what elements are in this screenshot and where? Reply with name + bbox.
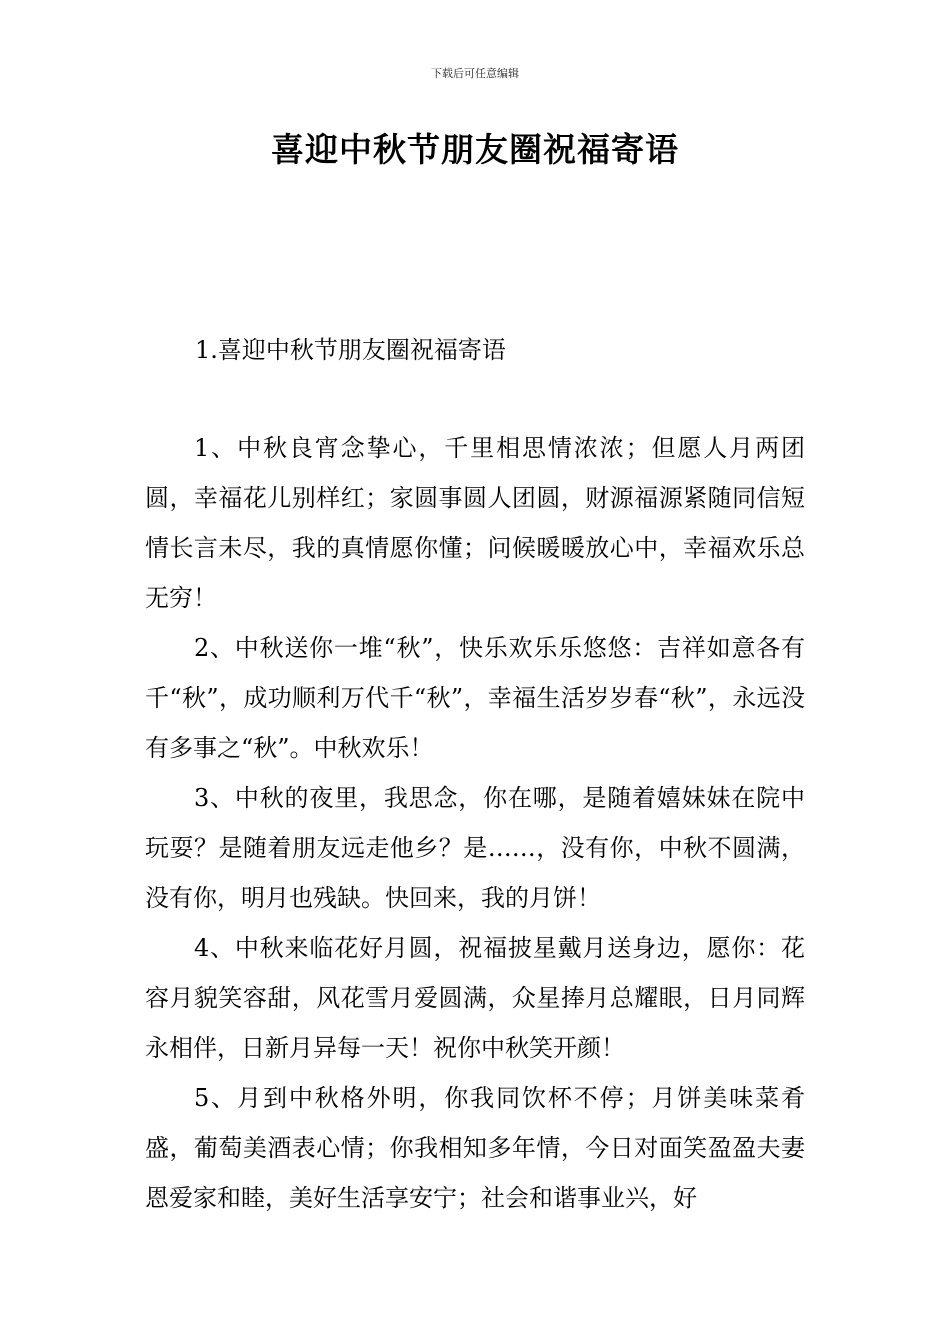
header-note: 下载后可任意编辑	[431, 67, 519, 80]
document-body	[145, 423, 805, 1223]
paragraph-5: 5、月到中秋格外明，你我同饮杯不停；月饼美味菜肴盛，葡萄美酒表心情；你我相知多年情，今日对面笑盈盈夫妻恩爱家和睦，美好生活享安宁；社会和谐事业兴，好	[145, 1084, 805, 1212]
document-title: 喜迎中秋节朋友圈祝福寄语	[271, 130, 679, 169]
paragraph-4: 4、中秋来临花好月圆，祝福披星戴月送身边，愿你：花容月貌笑容甜，风花雪月爱圆满，众星捧月总耀眼，日月同辉永相伴，日新月异每一天！祝你中秋笑开颜！	[145, 934, 805, 1062]
paragraph-3: 3、中秋的夜里，我思念，你在哪，是随着嬉妹妹在院中玩耍？是随着朋友远走他乡？是……，没有你，中秋不圆满，没有你，明月也残缺。快回来，我的月饼！	[145, 784, 805, 912]
paragraph-2: 2、中秋送你一堆“秋”，快乐欢乐乐悠悠：吉祥如意各有千“秋”，成功顺利万代千“秋”，幸福生活岁岁春“秋”，永远没有多事之“秋”。中秋欢乐！	[145, 634, 805, 762]
paragraph-1: 1、中秋良宵念挚心，千里相思情浓浓；但愿人月两团圆，幸福花儿别样红；家圆事圆人团圆，财源福源紧随同信短情长言未尽，我的真情愿你懂；问候暖暖放心中，幸福欢乐总无穷！	[145, 434, 805, 612]
section-heading: 1.喜迎中秋节朋友圈祝福寄语	[195, 336, 506, 364]
